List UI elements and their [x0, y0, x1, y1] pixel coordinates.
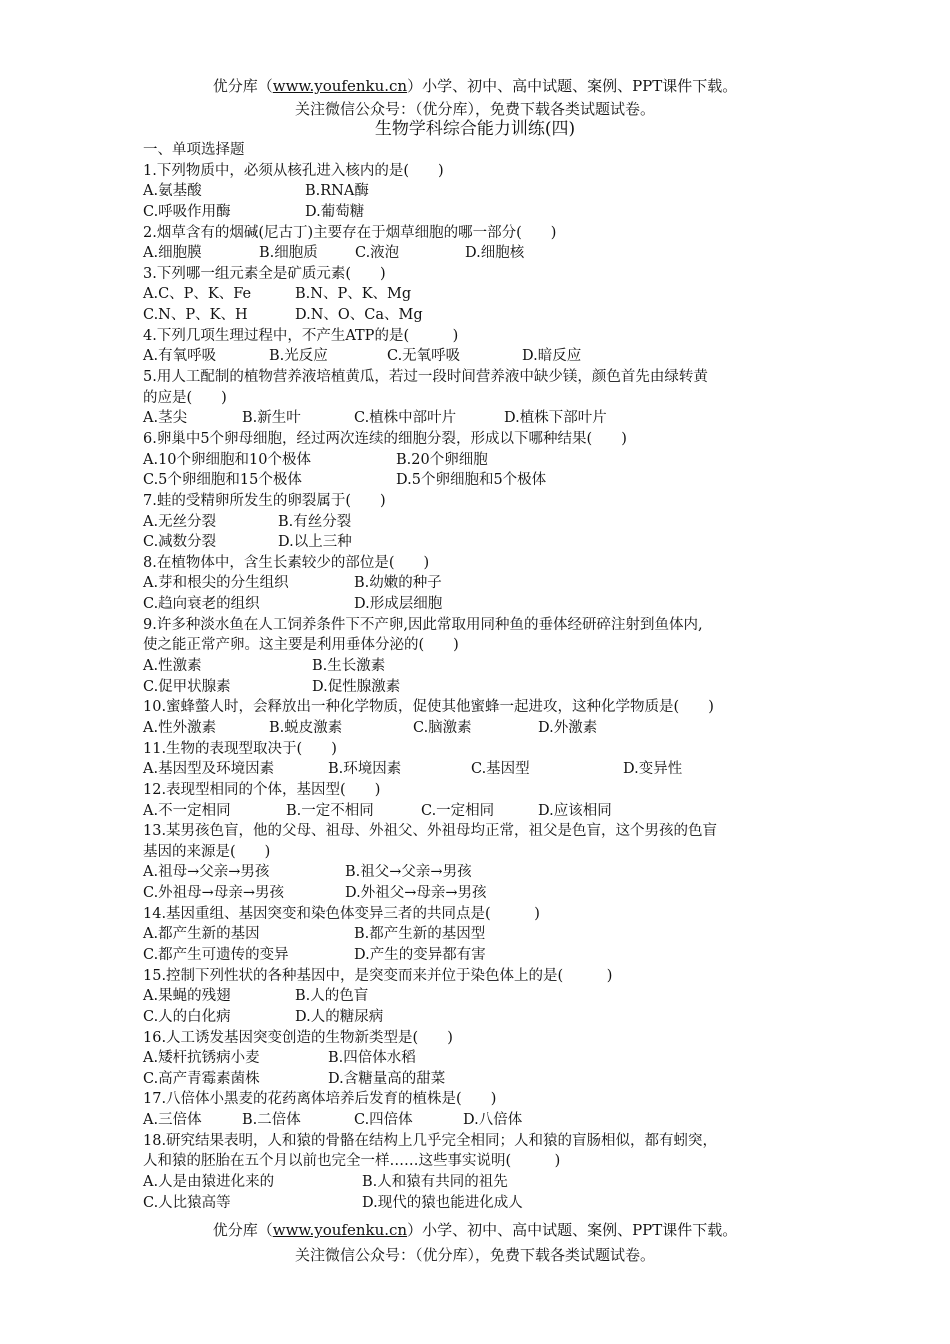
option-row	[143, 512, 813, 533]
answer-option: C.人比猿高等	[143, 1194, 231, 1211]
answer-option: B.蜕皮激素	[269, 719, 343, 736]
option-row	[143, 243, 813, 264]
answer-option: A.三倍体	[143, 1112, 202, 1129]
answer-option: D.应该相同	[538, 802, 612, 819]
question-list	[143, 140, 813, 1213]
answer-option: D.细胞核	[465, 245, 525, 262]
question-text: 人和猿的胚胎在五个月以前也完全一样……这些事实说明( )	[143, 1153, 561, 1170]
answer-option: D.5个卵细胞和5个极体	[396, 472, 547, 489]
answer-option: A.C、P、K、Fe	[143, 286, 252, 303]
footer-link[interactable]: www.youfenku.cn	[272, 1221, 408, 1239]
answer-option: C.植株中部叶片	[354, 410, 457, 427]
answer-option: A.有氧呼吸	[143, 348, 217, 365]
answer-option: B.一定不相同	[286, 802, 374, 819]
option-row	[143, 759, 813, 780]
answer-option: A.人是由猿进化来的	[143, 1174, 275, 1191]
question-text: 15.控制下列性状的各种基因中，是突变而来并位于染色体上的是( )	[143, 967, 613, 984]
option-row	[143, 346, 813, 367]
option-row	[143, 656, 813, 677]
answer-option: C.一定相同	[421, 802, 495, 819]
question-text: 基因的来源是( )	[143, 843, 271, 860]
option-row	[143, 862, 813, 883]
answer-option: B.环境因素	[328, 761, 402, 778]
question-text: 10.蜜蜂螫人时，会释放出一种化学物质，促使其他蜜蜂一起进攻，这种化学物质是( )	[143, 699, 714, 716]
answer-option: B.20个卵细胞	[396, 451, 488, 468]
answer-option: D.现代的猿也能进化成人	[362, 1194, 523, 1211]
answer-option: A.果蝇的残翅	[143, 988, 231, 1005]
option-row	[143, 1193, 813, 1214]
header-link[interactable]: www.youfenku.cn	[272, 77, 408, 95]
question-text: 6.卵巢中5个卵母细胞，经过两次连续的细胞分裂，形成以下哪种结果( )	[143, 430, 627, 447]
option-row	[143, 1110, 813, 1131]
answer-option: A.祖母→父亲→男孩	[143, 864, 270, 881]
footer-line-1	[0, 1220, 950, 1240]
answer-option: C.基因型	[471, 761, 530, 778]
answer-option: C.都产生可遗传的变异	[143, 946, 289, 963]
option-row	[143, 594, 813, 615]
question-text: 5.用人工配制的植物营养液培植黄瓜，若过一段时间营养液中缺少镁，颜色首先由绿转黄	[143, 369, 708, 386]
answer-option: A.10个卵细胞和10个极体	[143, 451, 311, 468]
answer-option: B.新生叶	[242, 410, 301, 427]
question-text: 7.蛙的受精卵所发生的卵裂属于( )	[143, 492, 386, 509]
option-row	[143, 677, 813, 698]
answer-option: A.无丝分裂	[143, 513, 217, 530]
answer-option: B.都产生新的基因型	[354, 926, 486, 943]
option-row	[143, 305, 813, 326]
question-text: 17.八倍体小黑麦的花药离体培养后发育的植株是( )	[143, 1091, 497, 1108]
answer-option: C.呼吸作用酶	[143, 203, 231, 220]
answer-option: D.产生的变异都有害	[354, 946, 486, 963]
question-text: 13.某男孩色盲，他的父母、祖母、外祖父、外祖母均正常，祖父是色盲，这个男孩的色盲	[143, 823, 718, 840]
answer-option: C.促甲状腺素	[143, 678, 231, 695]
option-row	[143, 883, 813, 904]
answer-option: B.幼嫩的种子	[354, 575, 442, 592]
answer-option: B.二倍体	[242, 1112, 301, 1129]
answer-option: B.RNA酶	[305, 183, 369, 200]
answer-option: A.细胞膜	[143, 245, 202, 262]
footer-line-2: 关注微信公众号：（优分库），免费下载各类试题试卷。	[294, 1246, 655, 1264]
answer-option: D.N、O、Ca、Mg	[295, 307, 423, 324]
answer-option: A.芽和根尖的分生组织	[143, 575, 289, 592]
answer-option: D.促性腺激素	[312, 678, 401, 695]
footer-suffix: ）小学、初中、高中试题、案例、PPT课件下载。	[407, 1221, 738, 1239]
option-row	[143, 181, 813, 202]
option-row	[143, 450, 813, 471]
option-row	[143, 986, 813, 1007]
option-row	[143, 284, 813, 305]
answer-option: D.含糖量高的甜菜	[328, 1070, 446, 1087]
answer-option: A.茎尖	[143, 410, 188, 427]
header-suffix: ）小学、初中、高中试题、案例、PPT课件下载。	[407, 77, 738, 95]
answer-option: B.细胞质	[259, 245, 318, 262]
answer-option: A.都产生新的基因	[143, 926, 260, 943]
answer-option: C.液泡	[355, 245, 400, 262]
option-row	[143, 1069, 813, 1090]
header-prefix: 优分库（	[212, 77, 273, 95]
page-title: 生物学科综合能力训练(四)	[374, 119, 576, 139]
option-row	[143, 470, 813, 491]
answer-option: D.暗反应	[522, 348, 582, 365]
answer-option: C.四倍体	[354, 1112, 413, 1129]
answer-option: A.基因型及环境因素	[143, 761, 275, 778]
question-text: 9.许多种淡水鱼在人工饲养条件下不产卵,因此常取用同种鱼的垂体经研碎注射到鱼体内,	[143, 616, 703, 633]
answer-option: A.氨基酸	[143, 183, 202, 200]
question-text: 2.烟草含有的烟碱(尼古丁)主要存在于烟草细胞的哪一部分( )	[143, 224, 557, 241]
answer-option: D.植株下部叶片	[504, 410, 607, 427]
answer-option: B.四倍体水稻	[328, 1050, 416, 1067]
question-text: 4.下列几项生理过程中，不产生ATP的是( )	[143, 327, 459, 344]
answer-option: D.八倍体	[463, 1112, 523, 1129]
answer-option: B.人和猿有共同的祖先	[362, 1174, 508, 1191]
option-row	[143, 202, 813, 223]
answer-option: D.外祖父→母亲→男孩	[345, 885, 487, 902]
answer-option: C.高产青霉素菌株	[143, 1070, 260, 1087]
option-row	[143, 1172, 813, 1193]
answer-option: C.人的白化病	[143, 1008, 231, 1025]
answer-option: C.5个卵细胞和15个极体	[143, 472, 302, 489]
answer-option: D.人的糖尿病	[295, 1008, 384, 1025]
option-row	[143, 718, 813, 739]
question-text: 使之能正常产卵。这主要是利用垂体分泌的( )	[143, 637, 459, 654]
question-text: 的应是( )	[143, 389, 227, 406]
question-text: 18.研究结果表明，人和猿的骨骼在结构上几乎完全相同；人和猿的盲肠相似，都有蚓突，	[143, 1132, 718, 1149]
question-text: 14.基因重组、基因突变和染色体变异三者的共同点是( )	[143, 905, 540, 922]
section-heading: 一、单项选择题	[143, 142, 245, 158]
question-text: 11.生物的表现型取决于( )	[143, 740, 337, 757]
answer-option: D.外激素	[538, 719, 598, 736]
answer-option: A.性激素	[143, 658, 202, 675]
answer-option: B.有丝分裂	[278, 513, 352, 530]
answer-option: C.外祖母→母亲→男孩	[143, 885, 284, 902]
answer-option: C.N、P、K、H	[143, 307, 248, 324]
option-row	[143, 573, 813, 594]
answer-option: B.祖父→父亲→男孩	[345, 864, 472, 881]
header-line-1	[0, 76, 950, 96]
answer-option: D.葡萄糖	[305, 203, 365, 220]
option-row	[143, 1007, 813, 1028]
answer-option: B.光反应	[269, 348, 328, 365]
option-row	[143, 408, 813, 429]
option-row	[143, 801, 813, 822]
answer-option: B.生长激素	[312, 658, 386, 675]
header-line-2: 关注微信公众号：（优分库），免费下载各类试题试卷。	[294, 100, 655, 118]
answer-option: C.无氧呼吸	[387, 348, 461, 365]
question-text: 3.下列哪一组元素全是矿质元素( )	[143, 265, 386, 282]
answer-option: D.形成层细胞	[354, 596, 443, 613]
option-row	[143, 945, 813, 966]
answer-option: C.趋向衰老的组织	[143, 596, 260, 613]
answer-option: B.人的色盲	[295, 988, 369, 1005]
option-row	[143, 532, 813, 553]
answer-option: C.脑激素	[413, 719, 472, 736]
option-row	[143, 1048, 813, 1069]
question-text: 16.人工诱发基因突变创造的生物新类型是( )	[143, 1029, 453, 1046]
answer-option: A.不一定相同	[143, 802, 231, 819]
answer-option: D.以上三种	[278, 534, 352, 551]
footer-prefix: 优分库（	[212, 1221, 273, 1239]
question-text: 12.表现型相同的个体，基因型( )	[143, 781, 381, 798]
option-row	[143, 924, 813, 945]
answer-option: B.N、P、K、Mg	[295, 286, 412, 303]
question-text: 8.在植物体中，含生长素较少的部位是( )	[143, 554, 430, 571]
answer-option: A.矮杆抗锈病小麦	[143, 1050, 260, 1067]
answer-option: C.减数分裂	[143, 534, 217, 551]
answer-option: D.变异性	[623, 761, 683, 778]
question-text: 1.下列物质中，必须从核孔进入核内的是( )	[143, 162, 444, 179]
answer-option: A.性外激素	[143, 719, 217, 736]
